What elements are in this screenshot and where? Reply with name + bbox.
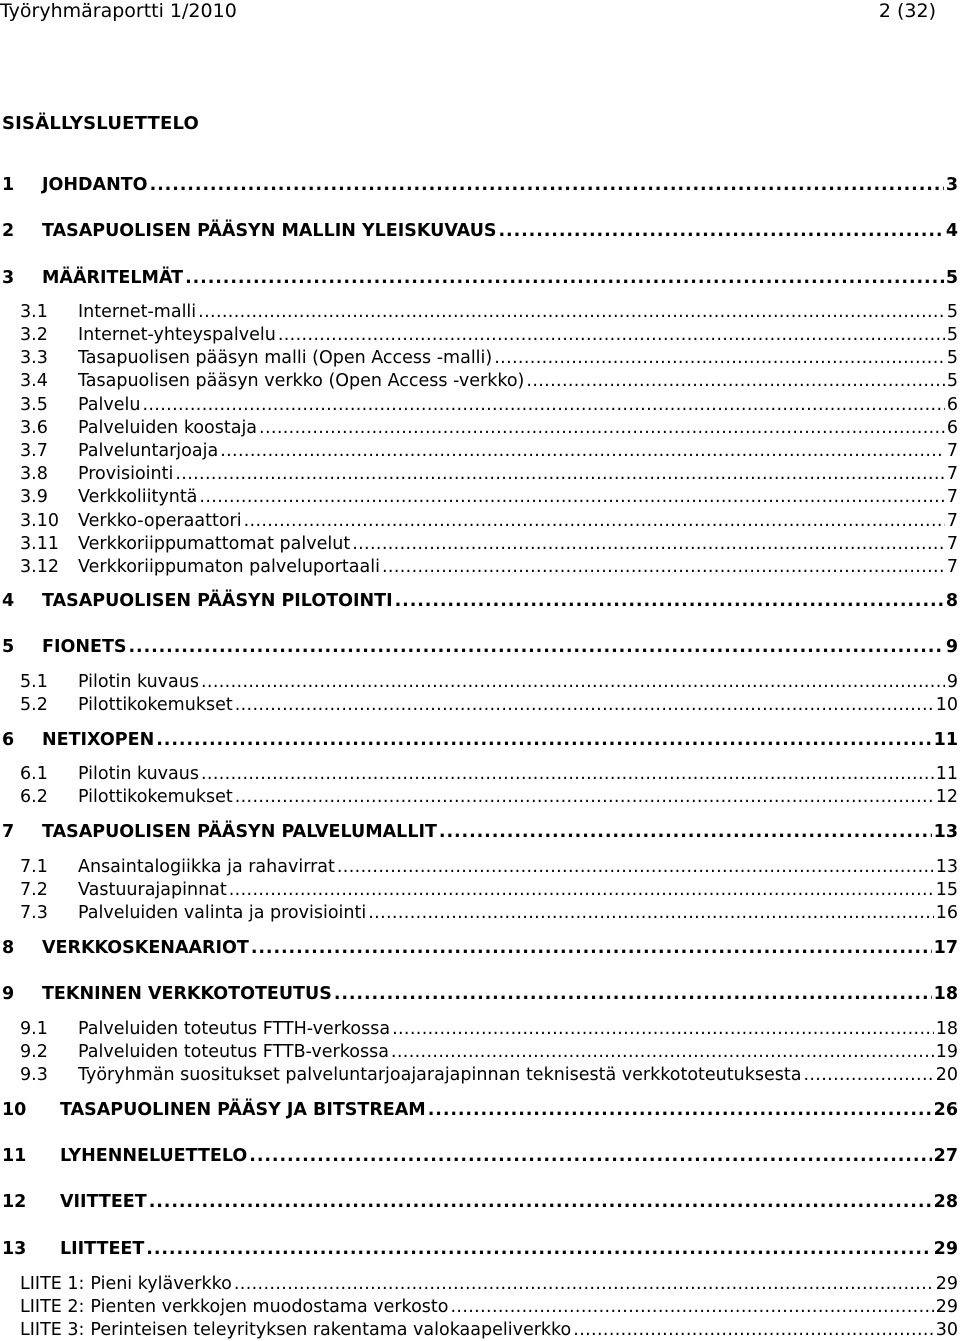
toc-entry-label: Verkkoriippumattomat palvelut (78, 534, 351, 554)
toc-entry[interactable] (0, 484, 958, 508)
toc-entry-page: 7 (946, 557, 958, 577)
toc-entry[interactable] (0, 727, 958, 751)
toc-entry-number: 8 (2, 938, 15, 958)
toc-entry[interactable] (0, 761, 958, 785)
dot-leader (803, 1064, 933, 1086)
toc-entry-page: 29 (935, 1297, 958, 1317)
toc-entry-page: 27 (933, 1146, 958, 1166)
toc-entry-label: Palveluiden toteutus FTTH-verkossa (78, 1019, 391, 1039)
dot-leader (259, 417, 945, 439)
toc-entry-number: 3.4 (20, 371, 48, 391)
toc-entry-number: 3.2 (20, 325, 48, 345)
toc-entry[interactable] (0, 172, 958, 196)
toc-entry[interactable] (0, 508, 958, 532)
toc-entry-label: Tasapuolisen pääsyn verkko (Open Access -verkko) (78, 371, 525, 391)
toc-entry-number: 7.1 (20, 857, 48, 877)
toc-entry-label: VERKKOSKENAARIOT (42, 938, 249, 958)
dot-leader (146, 1238, 931, 1260)
toc-entry[interactable] (0, 392, 958, 416)
dot-leader (175, 463, 945, 485)
toc-entry-number: 4 (2, 591, 15, 611)
toc-entry-page: 3 (945, 175, 958, 195)
toc-entry[interactable] (0, 1062, 958, 1086)
toc-entry-number: 3.10 (20, 511, 59, 531)
dot-leader (142, 394, 944, 416)
toc-entry[interactable] (0, 531, 958, 555)
toc-entry[interactable] (0, 1097, 958, 1121)
toc-entry-number: 9.1 (20, 1019, 48, 1039)
toc-entry-number: 3.8 (20, 464, 48, 484)
toc-entry-label: Internet-yhteyspalvelu (78, 325, 276, 345)
toc-entry-number: 9.2 (20, 1042, 48, 1062)
toc-entry-number: 7 (2, 822, 15, 842)
toc-entry-label: Pilotin kuvaus (78, 672, 199, 692)
toc-entry-page: 16 (935, 903, 958, 923)
dot-leader (526, 370, 944, 392)
toc-entry-label: Pienten verkkojen muodostama verkosto (90, 1297, 449, 1317)
toc-entry[interactable] (0, 554, 958, 578)
toc-entry[interactable] (0, 877, 958, 901)
dot-leader (128, 636, 943, 658)
dot-leader (450, 1296, 933, 1318)
toc-entry-label: Verkko-operaattori (78, 511, 242, 531)
dot-leader (234, 1273, 934, 1295)
dot-leader (395, 590, 944, 612)
toc-entry-page: 30 (935, 1320, 958, 1340)
toc-entry-number: 2 (2, 221, 15, 241)
dot-leader (235, 786, 934, 808)
toc-entry[interactable] (0, 1189, 958, 1213)
dot-leader (235, 694, 934, 716)
toc-entry-number: 3.5 (20, 395, 48, 415)
toc-entry[interactable] (0, 1236, 958, 1260)
toc-entry[interactable] (0, 1143, 958, 1167)
toc-entry[interactable] (0, 588, 958, 612)
toc-entry-page: 11 (933, 730, 958, 750)
toc-entry-number: 6 (2, 730, 15, 750)
toc-entry-page: 7 (946, 511, 958, 531)
toc-entry-label: Verkkoliityntä (78, 487, 198, 507)
dot-leader (368, 902, 933, 924)
toc-entry-page: 18 (935, 1019, 958, 1039)
dot-leader (156, 729, 931, 751)
toc-entry-number: 3 (2, 268, 15, 288)
toc-entry-label: Palveluiden koostaja (78, 418, 258, 438)
toc-entry-number: 3.3 (20, 348, 48, 368)
toc-entry[interactable] (0, 415, 958, 439)
dot-leader (220, 440, 945, 462)
toc-entry-page: 5 (946, 348, 958, 368)
toc-entry[interactable] (0, 368, 958, 392)
toc-entry[interactable] (0, 1271, 958, 1295)
toc-entry-page: 19 (935, 1042, 958, 1062)
toc-entry-label: VIITTEET (60, 1192, 147, 1212)
toc-entry-number: 3.6 (20, 418, 48, 438)
dot-leader (337, 856, 934, 878)
toc-entry-page: 8 (945, 591, 958, 611)
toc-entry-label: Tasapuolisen pääsyn malli (Open Access -malli) (78, 348, 493, 368)
toc-entry[interactable] (0, 438, 958, 462)
dot-leader (352, 533, 945, 555)
toc-entry-page: 5 (946, 325, 958, 345)
toc-entry[interactable] (0, 634, 958, 658)
toc-entry-page: 5 (946, 302, 958, 322)
dot-leader (149, 1191, 932, 1213)
toc-entry-page: 9 (946, 672, 958, 692)
dot-leader (439, 821, 932, 843)
toc-entry-number: 6.2 (20, 787, 48, 807)
toc-entry-page: 13 (935, 857, 958, 877)
toc-entry-number: 5.2 (20, 695, 48, 715)
toc-heading: SISÄLLYSLUETTELO (2, 113, 200, 134)
dot-leader (278, 324, 945, 346)
toc-entry[interactable] (0, 265, 958, 289)
toc-entry-page: 29 (933, 1239, 958, 1259)
toc-entry-number: 3.11 (20, 534, 59, 554)
toc-entry-label: Palveluiden toteutus FTTB-verkossa (78, 1042, 389, 1062)
dot-leader (185, 267, 944, 289)
toc-entry-page: 5 (946, 371, 958, 391)
toc-entry-label: Internet-malli (78, 302, 197, 322)
toc-entry[interactable] (0, 784, 958, 808)
toc-entry-label: TEKNINEN VERKKOTOTEUTUS (42, 984, 332, 1004)
toc-entry-page: 6 (946, 395, 958, 415)
toc-entry-label: Palveluiden valinta ja provisiointi (78, 903, 367, 923)
toc-entry-label: TASAPUOLISEN PÄÄSYN PALVELUMALLIT (42, 822, 437, 842)
toc-entry-number: LIITE 3: (20, 1320, 85, 1340)
dot-leader (251, 937, 932, 959)
toc-entry-page: 10 (935, 695, 958, 715)
page-number: 2 (32) (878, 0, 936, 22)
toc-entry-page: 7 (946, 464, 958, 484)
toc-entry-label: MÄÄRITELMÄT (42, 268, 184, 288)
toc-entry-label: TASAPUOLINEN PÄÄSY JA BITSTREAM (60, 1100, 426, 1120)
toc-entry[interactable] (0, 900, 958, 924)
toc-entry-page: 17 (933, 938, 958, 958)
toc-entry-label: Provisiointi (78, 464, 174, 484)
toc-entry-label: Pilotin kuvaus (78, 764, 199, 784)
toc-entry-number: 3.12 (20, 557, 59, 577)
dot-leader (499, 220, 944, 242)
toc-entry-number: 3.1 (20, 302, 48, 322)
toc-entry-label: LYHENNELUETTELO (60, 1146, 248, 1166)
toc-entry[interactable] (0, 1294, 958, 1318)
dot-leader (199, 486, 944, 508)
toc-entry-label: Verkkoriippumaton palveluportaali (78, 557, 380, 577)
toc-entry-number: 3.9 (20, 487, 48, 507)
toc-entry[interactable] (0, 322, 958, 346)
toc-entry-label: Työryhmän suositukset palveluntarjoajarajapinnan teknisestä verkkototeutuksesta (78, 1065, 802, 1085)
toc-entry-number: LIITE 2: (20, 1297, 85, 1317)
toc-entry-label: TASAPUOLISEN PÄÄSYN PILOTOINTI (42, 591, 393, 611)
dot-leader (573, 1319, 933, 1341)
toc-entry[interactable] (0, 461, 958, 485)
toc-entry[interactable] (0, 345, 958, 369)
toc-entry[interactable] (0, 935, 958, 959)
toc-entry-number: 7.2 (20, 880, 48, 900)
dot-leader (392, 1018, 934, 1040)
toc-entry-label: Pieni kyläverkko (90, 1274, 232, 1294)
toc-entry-number: 10 (2, 1100, 27, 1120)
toc-entry-page: 15 (935, 880, 958, 900)
toc-entry-number: 6.1 (20, 764, 48, 784)
toc-entry[interactable] (0, 819, 958, 843)
toc-entry-label: Palvelu (78, 395, 141, 415)
toc-entry-label: Pilottikokemukset (78, 787, 233, 807)
toc-entry-page: 18 (933, 984, 958, 1004)
dot-leader (198, 301, 945, 323)
toc-entry-label: Perinteisen teleyrityksen rakentama valokaapeliverkko (90, 1320, 572, 1340)
dot-leader (391, 1041, 934, 1063)
toc-entry[interactable] (0, 1317, 958, 1341)
toc-entry-page: 6 (946, 418, 958, 438)
toc-entry[interactable] (0, 218, 958, 242)
toc-entry-number: 3.7 (20, 441, 48, 461)
dot-leader (428, 1099, 932, 1121)
toc-entry-number: 9.3 (20, 1065, 48, 1085)
toc-entry-label: LIITTEET (60, 1239, 145, 1259)
dot-leader (201, 671, 945, 693)
dot-leader (494, 347, 945, 369)
toc-entry-label: Palveluntarjoaja (78, 441, 219, 461)
toc-entry-page: 9 (945, 637, 958, 657)
toc-entry[interactable] (0, 692, 958, 716)
toc-entry-page: 7 (946, 441, 958, 461)
toc-entry-page: 4 (945, 221, 958, 241)
toc-entry-number: 7.3 (20, 903, 48, 923)
dot-leader (229, 879, 934, 901)
toc-entry-number: 13 (2, 1239, 27, 1259)
toc-entry-page: 28 (933, 1192, 958, 1212)
toc-entry-label: NETIXOPEN (42, 730, 155, 750)
toc-entry-label: Ansaintalogiikka ja rahavirrat (78, 857, 335, 877)
toc-entry-label: FIONETS (42, 637, 127, 657)
toc-entry-page: 11 (935, 764, 958, 784)
toc-entry-page: 5 (945, 268, 958, 288)
toc-entry-label: Pilottikokemukset (78, 695, 233, 715)
toc-entry-page: 13 (933, 822, 958, 842)
dot-leader (244, 510, 945, 532)
toc-entry-label: TASAPUOLISEN PÄÄSYN MALLIN YLEISKUVAUS (42, 221, 497, 241)
dot-leader (249, 1145, 931, 1167)
toc-entry-page: 26 (933, 1100, 958, 1120)
dot-leader (382, 556, 945, 578)
toc-entry[interactable] (0, 854, 958, 878)
toc-entry-number: 1 (2, 175, 15, 195)
toc-entry[interactable] (0, 1016, 958, 1040)
toc-entry-number: 12 (2, 1192, 27, 1212)
toc-entry-page: 7 (946, 487, 958, 507)
toc-entry-number: 5.1 (20, 672, 48, 692)
toc-entry-page: 29 (935, 1274, 958, 1294)
toc-entry-page: 20 (935, 1065, 958, 1085)
dot-leader (201, 763, 934, 785)
toc-entry-label: Vastuurajapinnat (78, 880, 227, 900)
toc-entry[interactable] (0, 299, 958, 323)
toc-entry-page: 7 (946, 534, 958, 554)
toc-entry-number: 5 (2, 637, 15, 657)
toc-entry[interactable] (0, 1039, 958, 1063)
toc-entry-number: 9 (2, 984, 15, 1004)
dot-leader (334, 983, 932, 1005)
toc-entry[interactable] (0, 669, 958, 693)
report-title: Työryhmäraportti 1/2010 (0, 0, 237, 22)
toc-entry[interactable] (0, 981, 958, 1005)
toc-entry-number: LIITE 1: (20, 1274, 85, 1294)
toc-entry-number: 11 (2, 1146, 27, 1166)
toc-entry-label: JOHDANTO (42, 175, 148, 195)
toc-entry-page: 12 (935, 787, 958, 807)
dot-leader (150, 174, 944, 196)
